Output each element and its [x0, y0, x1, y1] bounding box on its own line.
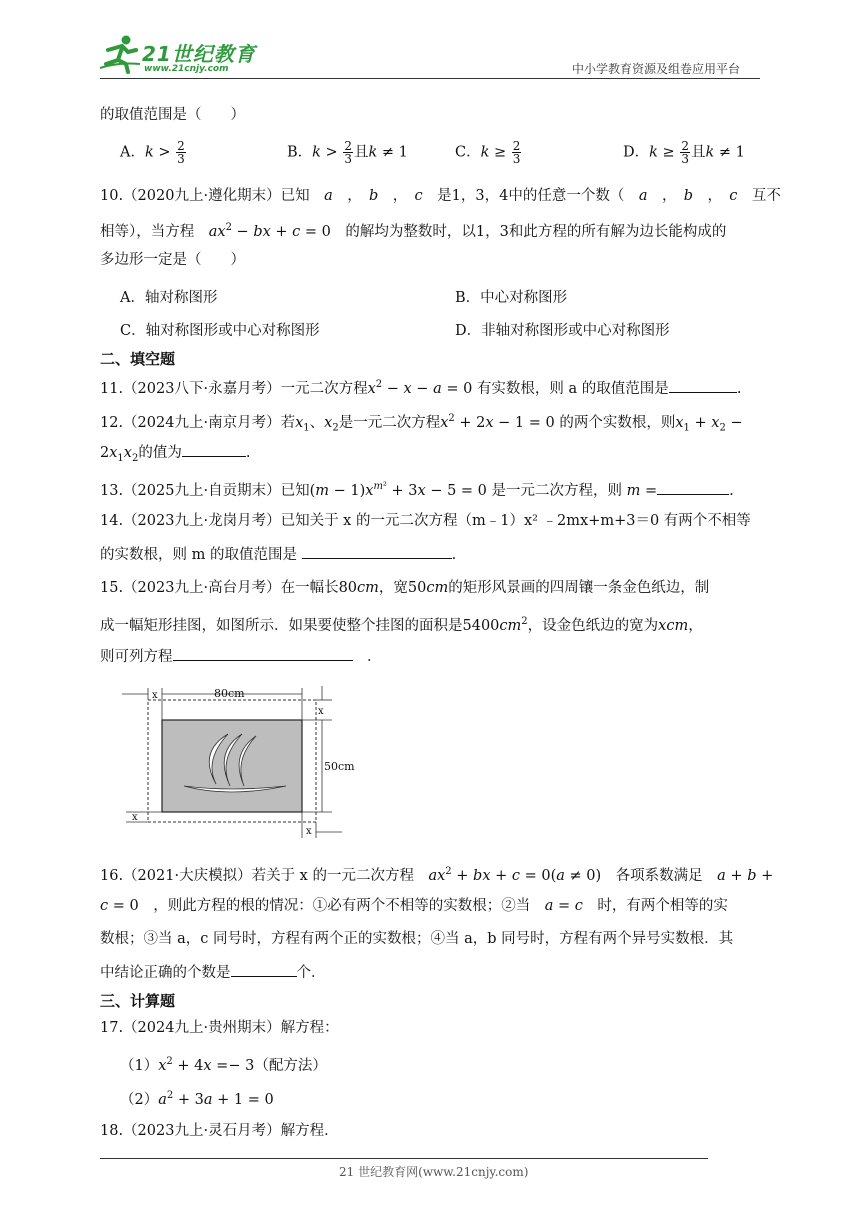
q10-option-a: A．轴对称图形	[120, 290, 218, 306]
q10-option-c: C．轴对称图形或中心对称图形	[120, 323, 320, 339]
q16-line3: 数根；③当 a，c 同号时，方程有两个正的实数根；④当 a，b 同号时，方程有两个异号实数根．其	[100, 931, 734, 947]
q10-option-d: D．非轴对称图形或中心对称图形	[455, 323, 670, 339]
q12-line1: 12.（2024九上·南京月考）若$x_1$、$x_2$是一元二次方程$x^2 + 2x - 1 = 0$ 的两个实数根，则$x_1 + x_2$ −	[100, 413, 743, 434]
q10-line1: 10.（2020九上·遵化期末）已知 a ， b ， c 是1，3，4中的任意一个数（ a ， b ， c 互不	[100, 188, 781, 204]
q17-part1: $(1)x^2 + 4x =- 3$（配方法）	[120, 1056, 327, 1074]
platform-title: 中小学教育资源及组卷应用平台	[572, 62, 741, 76]
q12-line2: $2x_1x_2$的值为 .	[100, 442, 250, 469]
q16-line1: 16.（2021·大庆模拟）若关于 x 的一元二次方程 $ax^2$ + bx + c = 0(a ≠ 0) 各项系数满足 a + b +	[100, 866, 774, 884]
q10-line2: 相等），当方程 $ax^2$ − bx + c = 0 的解均为整数时，以1，3和此方程的所有解为边长能构成的	[100, 222, 727, 240]
logo-url: www.21cnjy.com	[144, 64, 229, 74]
bottom-x-label: x	[306, 826, 312, 837]
q16-line4: 中结论正确的个数是 个．	[100, 962, 326, 983]
q17-title: 17.（2024九上·贵州期末）解方程：	[100, 1020, 339, 1036]
q10-line3: 多边形一定是（ ）	[100, 252, 245, 268]
q15-line2: 成一幅矩形挂图，如图所示．如果要使整个挂图的面积是$5400cm^2$，设金色纸边的宽为xcm，	[100, 616, 703, 634]
q16-line2: c = 0 ，则此方程的根的情况：①必有两个不相等的实数根；②当 a = c 时，有两个相等的实	[100, 898, 728, 914]
logo	[98, 34, 258, 78]
footer-divider	[100, 1158, 708, 1159]
footer-text: 21 世纪教育网(www.21cnjy.com)	[339, 1165, 529, 1179]
q9-option-c: C．k ≥ $\frac{2}{3}$	[455, 139, 521, 166]
q14-line2: 的实数根，则 m 的取值范围是 .	[100, 544, 456, 565]
section-calculation: 三、计算题	[100, 992, 176, 1010]
q11: 11.（2023八下·永嘉月考）一元二次方程$x^2 - x - a = 0$ 有实数根，则 a 的取值范围是 .	[100, 379, 742, 397]
picture-frame-figure	[118, 682, 358, 842]
top-width-label: 80cm	[214, 687, 245, 700]
q9-option-d: D．k ≥ $\frac{2}{3}$ 且k ≠ 1	[623, 139, 745, 166]
runner-logo-icon	[98, 34, 142, 74]
side-height-label: 50cm	[324, 760, 355, 773]
q10-option-b: B．中心对称图形	[455, 290, 568, 306]
header-divider	[100, 78, 760, 79]
left-x-label: x	[132, 812, 138, 823]
logo-text: 21世纪教育	[142, 42, 256, 66]
q17-part2: $(2)a^2 + 3a + 1 = 0$	[120, 1090, 274, 1108]
right-x-label: x	[318, 706, 324, 717]
q9-option-b: B．k > $\frac{2}{3}$ 且k ≠ 1	[287, 139, 408, 166]
q15-line1: 15.（2023九上·高台月考）在一幅长80cm，宽50cm的矩形风景画的四周镶一条金色纸边，制	[100, 580, 710, 596]
section-fill-in: 二、填空题	[100, 350, 176, 368]
q18-title: 18.（2023九上·灵石月考）解方程．	[100, 1123, 339, 1139]
q13: 13.（2025九上·自贡期末）已知$(m - 1)x^{m^2} + 3x - 5 = 0$ 是一元二次方程，则 m = .	[100, 481, 734, 499]
top-x-label: x	[152, 690, 158, 701]
q9-option-a: A．k > $\frac{2}{3}$	[120, 139, 185, 166]
q15-line3: 则可列方程 ．	[100, 646, 382, 667]
q14-line1: 14.（2023九上·龙岗月考）已知关于 x 的一元二次方程（m﹣1）x² ﹣2mx+m+3＝0 有两个不相等	[100, 513, 751, 529]
q9-tail: 的取值范围是（ ）	[100, 107, 245, 123]
